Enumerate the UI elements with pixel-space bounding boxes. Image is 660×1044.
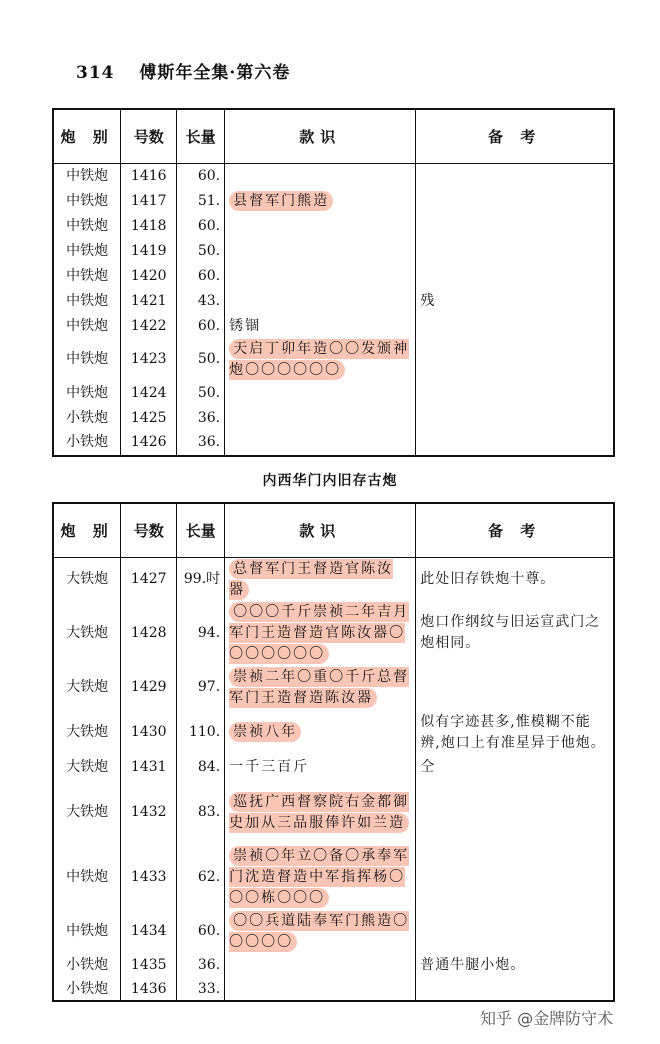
cannon-number-cell <box>121 289 177 314</box>
cannon-length-cell <box>177 845 225 911</box>
cannon-type-cell <box>53 558 121 602</box>
notes-cell <box>416 339 614 381</box>
inscription-cell <box>225 602 416 665</box>
notes-cell <box>416 381 614 406</box>
cannon-length-cell-text: 51. <box>197 192 221 209</box>
book-title: 傅斯年全集·第六卷 <box>139 63 291 83</box>
table-row <box>53 431 614 456</box>
notes-cell <box>416 953 614 979</box>
cannon-type-cell-text: 中铁炮 <box>66 384 109 401</box>
cannon-type-cell <box>53 755 121 781</box>
cannon-number-cell <box>121 602 177 665</box>
cannon-length-cell <box>177 314 225 339</box>
cannon-number-cell-text: 1416 <box>130 167 167 184</box>
cannon-type-cell-text: 中铁炮 <box>66 869 109 885</box>
cannon-length-cell <box>177 911 225 953</box>
table-row <box>53 164 614 189</box>
col-header-notes: 备 考 <box>416 503 614 558</box>
cannon-length-cell-text: 84. <box>197 759 221 775</box>
cannon-number-cell <box>121 264 177 289</box>
inscription-cell-text: 天启丁卯年造〇〇发颁神炮〇〇〇〇〇〇 <box>229 340 410 378</box>
cannon-length-cell <box>177 164 225 189</box>
notes-cell <box>416 189 614 214</box>
table-row <box>53 755 614 781</box>
col-header-number: 号数 <box>121 503 177 558</box>
cannon-type-cell <box>53 239 121 264</box>
cannon-length-cell <box>177 431 225 456</box>
cannon-number-cell-text: 1428 <box>130 624 167 641</box>
cannon-number-cell <box>121 755 177 781</box>
cannon-number-cell <box>121 239 177 264</box>
inscription-cell-text: 〇〇兵道陆奉军门熊造〇〇〇〇〇 <box>229 912 410 950</box>
table-header-row <box>53 503 614 558</box>
inscription-cell <box>225 431 416 456</box>
cannon-length-cell-text: 60. <box>197 217 221 234</box>
cannon-length-cell-text: 99.吋 <box>183 571 221 588</box>
cannon-type-cell <box>53 164 121 189</box>
cannon-number-cell <box>121 911 177 953</box>
col-header-length: 长量 <box>177 109 225 164</box>
cannon-type-cell <box>53 314 121 339</box>
cannon-number-cell <box>121 781 177 845</box>
cannon-length-cell-text: 83. <box>197 804 221 820</box>
inscription-cell-text: 锈锢 <box>229 317 262 334</box>
cannon-number-cell-text: 1434 <box>130 923 167 939</box>
notes-cell <box>416 406 614 431</box>
inscription-cell <box>225 755 416 781</box>
notes-cell <box>416 314 614 339</box>
inscription-cell <box>225 214 416 239</box>
notes-cell <box>416 264 614 289</box>
cannon-type-cell-text: 中铁炮 <box>66 192 109 209</box>
notes-cell <box>416 845 614 911</box>
cannon-number-cell-text: 1436 <box>130 980 167 997</box>
notes-cell <box>416 711 614 755</box>
cannon-number-cell-text: 1422 <box>130 317 167 334</box>
page-number: 314 <box>76 63 115 83</box>
cannon-type-cell-text: 小铁炮 <box>66 980 109 997</box>
notes-cell <box>416 979 614 1001</box>
cannon-number-cell-text: 1430 <box>130 724 167 740</box>
table-row <box>53 239 614 264</box>
inscription-cell <box>225 264 416 289</box>
cannon-type-cell-text: 中铁炮 <box>66 217 109 234</box>
table-row <box>53 845 614 911</box>
cannon-number-cell <box>121 314 177 339</box>
table-header-row <box>53 109 614 164</box>
cannon-length-cell-text: 110. <box>188 724 221 740</box>
inscription-cell <box>225 911 416 953</box>
cannon-length-cell-text: 60. <box>197 317 221 334</box>
section-subtitle: 内西华门内旧存古炮 <box>262 473 398 489</box>
col-header-type: 炮 别 <box>53 109 121 164</box>
notes-cell-text: 此处旧存铁炮十尊。 <box>420 571 556 588</box>
table-row <box>53 781 614 845</box>
cannon-length-cell-text: 43. <box>197 292 221 309</box>
inscription-cell <box>225 781 416 845</box>
cannon-length-cell-text: 97. <box>197 679 221 695</box>
cannon-length-cell-text: 36. <box>197 409 221 426</box>
inscription-cell-text: 〇〇〇千斤崇祯二年吉月军门王造督造官陈汝器〇〇〇〇〇〇〇 <box>229 603 410 662</box>
cannon-type-cell <box>53 911 121 953</box>
notes-cell <box>416 781 614 845</box>
col-header-number: 号数 <box>121 109 177 164</box>
cannon-type-cell-text: 大铁炮 <box>66 724 109 740</box>
cannon-number-cell-text: 1417 <box>130 192 167 209</box>
cannon-number-cell-text: 1433 <box>130 869 167 885</box>
inscription-cell-text: 崇祯八年 <box>229 722 301 742</box>
table-row <box>53 314 614 339</box>
cannon-type-cell-text: 中铁炮 <box>66 167 109 184</box>
cannon-length-cell-text: 50. <box>197 242 221 259</box>
inscription-cell <box>225 711 416 755</box>
cannon-length-cell-text: 94. <box>197 624 221 641</box>
inscription-cell <box>225 339 416 381</box>
cannon-table-2 <box>52 502 615 1002</box>
cannon-type-cell <box>53 381 121 406</box>
cannon-length-cell <box>177 711 225 755</box>
inscription-cell <box>225 289 416 314</box>
cannon-number-cell-text: 1427 <box>130 571 167 588</box>
inscription-cell-text: 巡抚广西督察院右金都御史加从三品服俸许如兰造 <box>229 793 410 831</box>
cannon-length-cell <box>177 289 225 314</box>
notes-cell-text: 残 <box>420 292 436 309</box>
cannon-length-cell <box>177 558 225 602</box>
cannon-type-cell <box>53 339 121 381</box>
table-row <box>53 406 614 431</box>
notes-cell-text: 炮口作纲纹与旧运宣武门之炮相同。 <box>420 614 601 651</box>
cannon-type-cell-text: 大铁炮 <box>66 804 109 820</box>
table-row <box>53 381 614 406</box>
table-row <box>53 264 614 289</box>
watermark: 知乎 @金牌防守术 <box>480 1009 614 1028</box>
table-row <box>53 953 614 979</box>
cannon-number-cell <box>121 665 177 711</box>
notes-cell <box>416 214 614 239</box>
col-header-inscription: 款识 <box>225 109 416 164</box>
inscription-cell <box>225 314 416 339</box>
cannon-length-cell-text: 33. <box>197 980 221 997</box>
cannon-number-cell-text: 1425 <box>130 409 167 426</box>
cannon-type-cell <box>53 953 121 979</box>
inscription-cell <box>225 239 416 264</box>
cannon-type-cell <box>53 406 121 431</box>
cannon-length-cell-text: 36. <box>197 434 221 450</box>
table-row <box>53 665 614 711</box>
cannon-type-cell <box>53 264 121 289</box>
cannon-type-cell-text: 大铁炮 <box>66 679 109 695</box>
cannon-type-cell <box>53 189 121 214</box>
cannon-number-cell-text: 1421 <box>130 292 167 309</box>
cannon-length-cell <box>177 214 225 239</box>
cannon-length-cell-text: 50. <box>197 384 221 401</box>
cannon-type-cell-text: 中铁炮 <box>66 267 109 284</box>
cannon-length-cell-text: 50. <box>197 351 221 367</box>
cannon-type-cell-text: 小铁炮 <box>66 434 109 450</box>
notes-cell-text: 普通牛腿小炮。 <box>420 957 526 973</box>
cannon-length-cell <box>177 381 225 406</box>
cannon-number-cell <box>121 164 177 189</box>
cannon-length-cell <box>177 239 225 264</box>
cannon-number-cell-text: 1420 <box>130 267 167 284</box>
inscription-cell <box>225 953 416 979</box>
cannon-type-cell <box>53 214 121 239</box>
cannon-length-cell <box>177 602 225 665</box>
cannon-type-cell <box>53 711 121 755</box>
table-row <box>53 711 614 755</box>
cannon-number-cell <box>121 953 177 979</box>
cannon-length-cell-text: 36. <box>197 957 221 973</box>
cannon-length-cell <box>177 979 225 1001</box>
cannon-type-cell-text: 大铁炮 <box>66 759 109 775</box>
cannon-type-cell-text: 小铁炮 <box>66 957 109 973</box>
cannon-length-cell-text: 60. <box>197 167 221 184</box>
cannon-number-cell <box>121 189 177 214</box>
cannon-length-cell-text: 62. <box>197 869 221 885</box>
cannon-length-cell <box>177 264 225 289</box>
cannon-length-cell <box>177 953 225 979</box>
inscription-cell <box>225 189 416 214</box>
cannon-number-cell <box>121 979 177 1001</box>
table-row <box>53 979 614 1001</box>
cannon-type-cell-text: 中铁炮 <box>66 317 109 334</box>
inscription-cell <box>225 558 416 602</box>
table-row <box>53 289 614 314</box>
page-header <box>76 58 290 83</box>
inscription-cell-text: 崇祯二年〇重〇千斤总督军门王造督造陈汝器 <box>229 668 410 706</box>
notes-cell <box>416 289 614 314</box>
cannon-type-cell <box>53 602 121 665</box>
cannon-type-cell <box>53 781 121 845</box>
table-row <box>53 911 614 953</box>
table-row <box>53 339 614 381</box>
cannon-number-cell <box>121 431 177 456</box>
cannon-type-cell <box>53 845 121 911</box>
cannon-number-cell-text: 1419 <box>130 242 167 259</box>
notes-cell <box>416 911 614 953</box>
cannon-number-cell-text: 1432 <box>130 804 167 820</box>
inscription-cell-text: 一千三百斤 <box>229 759 310 775</box>
col-header-notes: 备 考 <box>416 109 614 164</box>
cannon-number-cell-text: 1431 <box>130 759 167 775</box>
cannon-number-cell-text: 1426 <box>130 434 167 450</box>
cannon-length-cell <box>177 339 225 381</box>
notes-cell-text: 似有字迹甚多,惟模糊不能辨,炮口上有准星异于他炮。 <box>420 713 606 751</box>
cannon-length-cell-text: 60. <box>197 267 221 284</box>
cannon-length-cell <box>177 189 225 214</box>
cannon-length-cell <box>177 665 225 711</box>
cannon-type-cell-text: 大铁炮 <box>66 624 109 641</box>
table-row <box>53 189 614 214</box>
notes-cell <box>416 558 614 602</box>
notes-cell <box>416 755 614 781</box>
notes-cell <box>416 164 614 189</box>
cannon-number-cell <box>121 711 177 755</box>
cannon-number-cell <box>121 845 177 911</box>
col-header-inscription: 款识 <box>225 503 416 558</box>
cannon-number-cell-text: 1424 <box>130 384 167 401</box>
notes-cell <box>416 602 614 665</box>
inscription-cell-text: 总督军门王督造官陈汝器 <box>229 560 394 598</box>
cannon-type-cell-text: 中铁炮 <box>66 292 109 309</box>
notes-cell <box>416 665 614 711</box>
cannon-number-cell <box>121 214 177 239</box>
cannon-number-cell-text: 1423 <box>130 351 167 367</box>
cannon-length-cell <box>177 406 225 431</box>
col-header-type: 炮 别 <box>53 503 121 558</box>
cannon-type-cell <box>53 979 121 1001</box>
table-row <box>53 214 614 239</box>
cannon-number-cell <box>121 381 177 406</box>
inscription-cell <box>225 406 416 431</box>
inscription-cell <box>225 845 416 911</box>
inscription-cell <box>225 979 416 1001</box>
table-row <box>53 558 614 602</box>
cannon-length-cell-text: 60. <box>197 923 221 939</box>
cannon-table-1 <box>52 108 615 457</box>
cannon-number-cell-text: 1429 <box>130 679 167 695</box>
cannon-type-cell-text: 中铁炮 <box>66 242 109 259</box>
cannon-number-cell-text: 1435 <box>130 957 167 973</box>
cannon-type-cell-text: 大铁炮 <box>66 571 109 588</box>
table-row <box>53 602 614 665</box>
cannon-number-cell-text: 1418 <box>130 217 167 234</box>
cannon-type-cell <box>53 665 121 711</box>
cannon-number-cell <box>121 558 177 602</box>
inscription-cell <box>225 381 416 406</box>
cannon-number-cell <box>121 339 177 381</box>
notes-cell <box>416 239 614 264</box>
cannon-type-cell-text: 小铁炮 <box>66 409 109 426</box>
inscription-cell-text: 县督军门熊造 <box>229 191 333 211</box>
notes-cell-text: 仝 <box>420 759 436 775</box>
cannon-type-cell <box>53 431 121 456</box>
inscription-cell <box>225 164 416 189</box>
inscription-cell-text: 崇祯〇年立〇备〇承奉军门沈造督造中军指挥杨〇〇〇栋〇〇〇 <box>229 848 410 906</box>
inscription-cell <box>225 665 416 711</box>
cannon-type-cell <box>53 289 121 314</box>
cannon-number-cell <box>121 406 177 431</box>
notes-cell <box>416 431 614 456</box>
cannon-type-cell-text: 中铁炮 <box>66 351 109 367</box>
col-header-length: 长量 <box>177 503 225 558</box>
cannon-length-cell <box>177 755 225 781</box>
cannon-length-cell <box>177 781 225 845</box>
cannon-type-cell-text: 中铁炮 <box>66 923 109 939</box>
